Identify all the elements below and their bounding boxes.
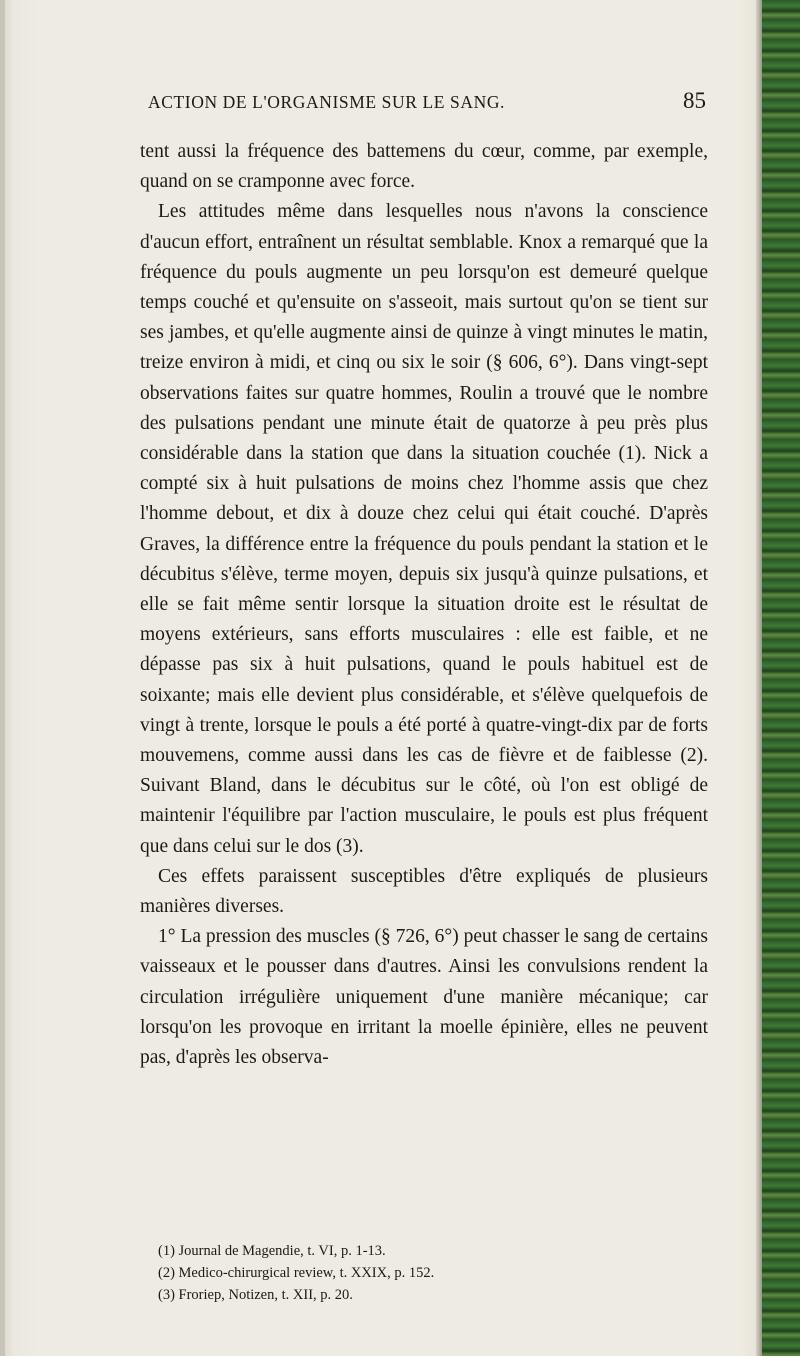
footnote-2: (2) Medico-chirurgical review, t. XXIX, p. 152. [158, 1265, 435, 1281]
page-header [148, 88, 708, 118]
footnote-3: (3) Froriep, Notizen, t. XII, p. 20. [158, 1287, 353, 1303]
body-text [140, 137, 708, 1073]
paragraph-1: tent aussi la fréquence des battemens du cœur, comme, par exemple, quand on se cramponne avec force. [140, 141, 708, 193]
footnote-1: (1) Journal de Magendie, t. VI, p. 1-13. [158, 1243, 386, 1259]
book-cover-edge [762, 0, 800, 1356]
paragraph-3: Ces effets paraissent susceptibles d'être expliqués de plusieurs manières diverses. [140, 865, 708, 918]
paragraph-4: 1° La pression des muscles (§ 726, 6°) peut chasser le sang de certains vaisseaux et le pousser dans d'autres. Ainsi les convulsions rendent la circulation irrégulière uniquement d'une manière mécanique; car lorsqu'on les provoque en irritant la moelle épinière, elles ne peuvent pas, d'après les observa- [140, 926, 708, 1069]
paragraph-2: Les attitudes même dans lesquelles nous n'avons la conscience d'aucun effort, entraînent un résultat semblable. Knox a remarqué que la fréquence du pouls augmente un peu lorsqu'on est demeuré quelque temps couché et qu'ensuite on s'asseoit, mais surtout qu'on se tient sur ses jambes, et qu'elle augmente ainsi de quinze à vingt minutes le matin, treize environ à midi, et cinq ou six le soir (§ 606, 6°). Dans vingt-sept observations faites sur quatre hommes, Roulin a trouvé que le nombre des pulsations pendant une minute était de quatorze à peu près plus considérable dans la station que dans la situation couchée (1). Nick a compté six à huit pulsations de moins chez l'homme assis que chez l'homme debout, et dix à douze chez celui qui était couché. D'après Graves, la différence entre la fréquence du pouls pendant la station et le décubitus s'élève, terme moyen, depuis six jusqu'à quinze pulsations, et elle se fait même sentir lorsque la situation droite est le résultat de moyens extérieurs, sans efforts musculaires : elle est faible, et ne dépasse pas six à huit pulsations, quand le pouls habituel est de soixante; mais elle devient plus considérable, et s'élève quelquefois de vingt à trente, lorsque le pouls a été porté à quatre-vingt-dix par de forts mouvemens, comme aussi dans les cas de fièvre et de faiblesse (2). Suivant Bland, dans le décubitus sur le côté, où l'on est obligé de maintenir l'équilibre par l'action musculaire, le pouls est plus fréquent que dans celui sur le dos (3). [140, 201, 708, 857]
running-title: ACTION DE L'ORGANISME SUR LE SANG. [148, 92, 506, 112]
page-left-edge [0, 0, 5, 1356]
page-number: 85 [683, 88, 706, 113]
footnotes [158, 1240, 708, 1306]
